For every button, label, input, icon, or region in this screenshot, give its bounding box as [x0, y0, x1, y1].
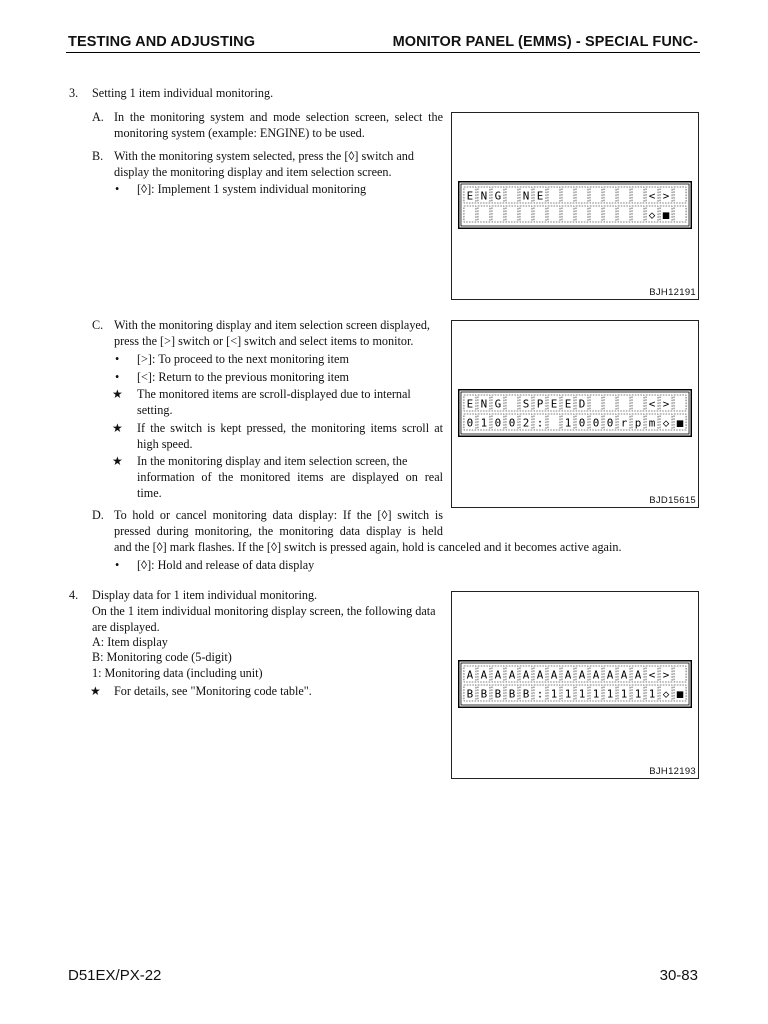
star-marker: ★ — [112, 387, 123, 401]
lcd-char: P — [536, 397, 544, 411]
lcd-char: 0 — [578, 416, 586, 430]
header-rule — [66, 52, 700, 53]
figure-engine-select — [451, 112, 699, 300]
lcd-cell — [478, 206, 490, 222]
lcd-char: 0 — [606, 416, 614, 430]
lcd-char: 1 — [592, 687, 600, 701]
lcd-cell — [520, 206, 532, 222]
step3d-mark: D. — [92, 508, 104, 522]
figure-engine-speed — [451, 320, 699, 508]
step3c-line1: With the monitoring display and item selection screen displayed, — [114, 318, 430, 332]
lcd-cell — [506, 187, 518, 203]
lcd-char: ◇ — [662, 687, 670, 701]
lcd-cell — [548, 414, 560, 430]
lcd-char: A — [606, 668, 614, 682]
lcd-char: 1 — [550, 687, 558, 701]
step3a-line2: monitoring system (example: ENGINE) to be used. — [114, 126, 365, 140]
lcd-char: : — [536, 687, 544, 701]
step3b-line1: With the monitoring system selected, press the [◊] switch and — [114, 149, 414, 163]
lcd-char: G — [494, 397, 502, 411]
lcd-char: B — [480, 687, 488, 701]
step3c-star3-line2: information of the monitored items are displayed on real — [137, 470, 443, 484]
step3b-mark: B. — [92, 149, 104, 163]
lcd-cell — [590, 187, 602, 203]
step3c-line2: press the [>] switch or [<] switch and select items to monitor. — [114, 334, 414, 348]
lcd-cell — [618, 187, 630, 203]
lcd-char: 1 — [634, 687, 642, 701]
lcd-char: ■ — [676, 687, 684, 701]
lcd-char: > — [662, 189, 670, 203]
lcd-cell — [604, 206, 616, 222]
bullet-marker: • — [115, 558, 120, 572]
step4-item-a: A: Item display — [92, 635, 168, 649]
lcd-char: 0 — [508, 416, 516, 430]
step4-line1: Display data for 1 item individual monitoring. — [92, 588, 318, 602]
lcd-cell — [590, 206, 602, 222]
step4-star: For details, see "Monitoring code table". — [114, 684, 312, 698]
lcd-char: ◇ — [648, 208, 656, 222]
step3d-line3: and the [◊] mark flashes. If the [◊] switch is pressed again, hold is canceled and it becomes active again. — [114, 540, 622, 554]
figure-display-layout — [451, 591, 699, 779]
lcd-char: G — [494, 189, 502, 203]
step3c-star1-line2: setting. — [137, 403, 173, 417]
lcd-char: B — [466, 687, 474, 701]
lcd-char: A — [522, 668, 530, 682]
lcd-cell — [632, 187, 644, 203]
lcd-cell — [534, 206, 546, 222]
lcd-cell — [548, 187, 560, 203]
header-chapter-title: MONITOR PANEL (EMMS) - SPECIAL FUNC- — [392, 34, 698, 50]
lcd-char: A — [620, 668, 628, 682]
lcd-cell — [604, 395, 616, 411]
lcd-char: 1 — [606, 687, 614, 701]
lcd-char: ◇ — [662, 416, 670, 430]
lcd-cell — [674, 206, 686, 222]
lcd-char: 1 — [648, 687, 656, 701]
star-marker: ★ — [90, 684, 101, 698]
lcd-char: A — [480, 668, 488, 682]
step4-item-b: B: Monitoring code (5-digit) — [92, 650, 232, 664]
lcd-cell — [632, 206, 644, 222]
lcd-cell — [674, 666, 686, 682]
step3c-star3-line1: In the monitoring display and item selection screen, the — [137, 454, 408, 468]
lcd-char: A — [508, 668, 516, 682]
step4-line3: are displayed. — [92, 620, 160, 634]
lcd-char: N — [522, 189, 530, 203]
lcd-display — [458, 181, 692, 229]
lcd-cell — [562, 187, 574, 203]
lcd-char: D — [578, 397, 586, 411]
lcd-frame — [459, 182, 692, 229]
lcd-char: 1 — [480, 416, 488, 430]
header-section-title: TESTING AND ADJUSTING — [68, 34, 256, 50]
bullet-marker: • — [115, 352, 120, 366]
step3b-line2: display the monitoring display and item selection screen. — [114, 165, 392, 179]
lcd-cell — [492, 206, 504, 222]
footer-model: D51EX/PX-22 — [68, 967, 162, 984]
lcd-char: < — [648, 397, 656, 411]
lcd-char: p — [634, 416, 642, 430]
lcd-char: A — [592, 668, 600, 682]
lcd-cell — [562, 206, 574, 222]
lcd-char: B — [494, 687, 502, 701]
lcd-char: > — [662, 668, 670, 682]
lcd-cell — [506, 395, 518, 411]
lcd-frame — [459, 661, 692, 708]
step3c-mark: C. — [92, 318, 104, 332]
lcd-display — [458, 389, 692, 437]
lcd-char: ■ — [662, 208, 670, 222]
lcd-char: B — [522, 687, 530, 701]
lcd-cell — [576, 206, 588, 222]
step3d-line2: pressed during monitoring, the monitoring data display is held — [114, 524, 443, 538]
lcd-char: B — [508, 687, 516, 701]
lcd-cell — [464, 206, 476, 222]
lcd-char: A — [564, 668, 572, 682]
lcd-char: A — [494, 668, 502, 682]
lcd-cell — [590, 395, 602, 411]
lcd-char: E — [536, 189, 544, 203]
lcd-char: 1 — [620, 687, 628, 701]
step3b-bullet: [◊]: Implement 1 system individual monitoring — [137, 182, 367, 196]
lcd-char: 1 — [578, 687, 586, 701]
lcd-char: A — [550, 668, 558, 682]
lcd-char: ■ — [676, 416, 684, 430]
figure-code: BJD15615 — [649, 495, 696, 506]
lcd-char: > — [662, 397, 670, 411]
lcd-char: A — [466, 668, 474, 682]
figure-code: BJH12193 — [649, 766, 696, 777]
lcd-char: A — [536, 668, 544, 682]
lcd-char: r — [620, 416, 628, 430]
step3c-star1-line1: The monitored items are scroll-displayed due to internal — [137, 387, 411, 401]
figure-code: BJH12191 — [649, 287, 696, 298]
step3d-line1: To hold or cancel monitoring data display: If the [◊] switch is — [114, 508, 443, 522]
lcd-char: E — [466, 397, 474, 411]
lcd-char: 2 — [522, 416, 530, 430]
lcd-char: S — [522, 397, 530, 411]
lcd-cell — [548, 206, 560, 222]
lcd-char: : — [536, 416, 544, 430]
step3c-star2-line2: high speed. — [137, 437, 193, 451]
lcd-cell — [674, 395, 686, 411]
lcd-cell — [604, 187, 616, 203]
lcd-cell — [632, 395, 644, 411]
lcd-cell — [618, 206, 630, 222]
lcd-cell — [674, 187, 686, 203]
step3d-bullet: [◊]: Hold and release of data display — [137, 558, 315, 572]
lcd-frame — [459, 390, 692, 437]
bullet-marker: • — [115, 370, 120, 384]
lcd-cell — [576, 187, 588, 203]
lcd-char: < — [648, 668, 656, 682]
lcd-char: 0 — [592, 416, 600, 430]
step3c-bullet1: [>]: To proceed to the next monitoring item — [137, 352, 349, 366]
lcd-cell — [618, 395, 630, 411]
lcd-char: A — [578, 668, 586, 682]
lcd-svg — [458, 660, 692, 708]
star-marker: ★ — [112, 421, 123, 435]
lcd-char: 0 — [466, 416, 474, 430]
step3a-line1: In the monitoring system and mode selection screen, select the — [114, 110, 443, 124]
step4-item-1: 1: Monitoring data (including unit) — [92, 666, 263, 680]
lcd-char: 0 — [494, 416, 502, 430]
step3c-bullet2: [<]: Return to the previous monitoring item — [137, 370, 349, 384]
bullet-marker: • — [115, 182, 120, 196]
lcd-char: E — [466, 189, 474, 203]
lcd-char: 1 — [564, 687, 572, 701]
lcd-display — [458, 660, 692, 708]
lcd-svg — [458, 181, 692, 229]
lcd-char: E — [550, 397, 558, 411]
step4-line2: On the 1 item individual monitoring display screen, the following data — [92, 604, 436, 618]
lcd-char: < — [648, 189, 656, 203]
lcd-char: A — [634, 668, 642, 682]
step3-title: Setting 1 item individual monitoring. — [92, 86, 274, 100]
step3a-mark: A. — [92, 110, 104, 124]
lcd-svg — [458, 389, 692, 437]
step3-number: 3. — [69, 86, 79, 100]
lcd-char: m — [648, 416, 656, 430]
lcd-char: E — [564, 397, 572, 411]
lcd-char: 1 — [564, 416, 572, 430]
step3c-star3-line3: time. — [137, 486, 162, 500]
lcd-cell — [506, 206, 518, 222]
step4-number: 4. — [69, 588, 79, 602]
star-marker: ★ — [112, 454, 123, 468]
lcd-char: N — [480, 397, 488, 411]
footer-page-number: 30-83 — [659, 967, 698, 984]
step3c-star2-line1: If the switch is kept pressed, the monitoring items scroll at — [137, 421, 443, 435]
lcd-char: N — [480, 189, 488, 203]
